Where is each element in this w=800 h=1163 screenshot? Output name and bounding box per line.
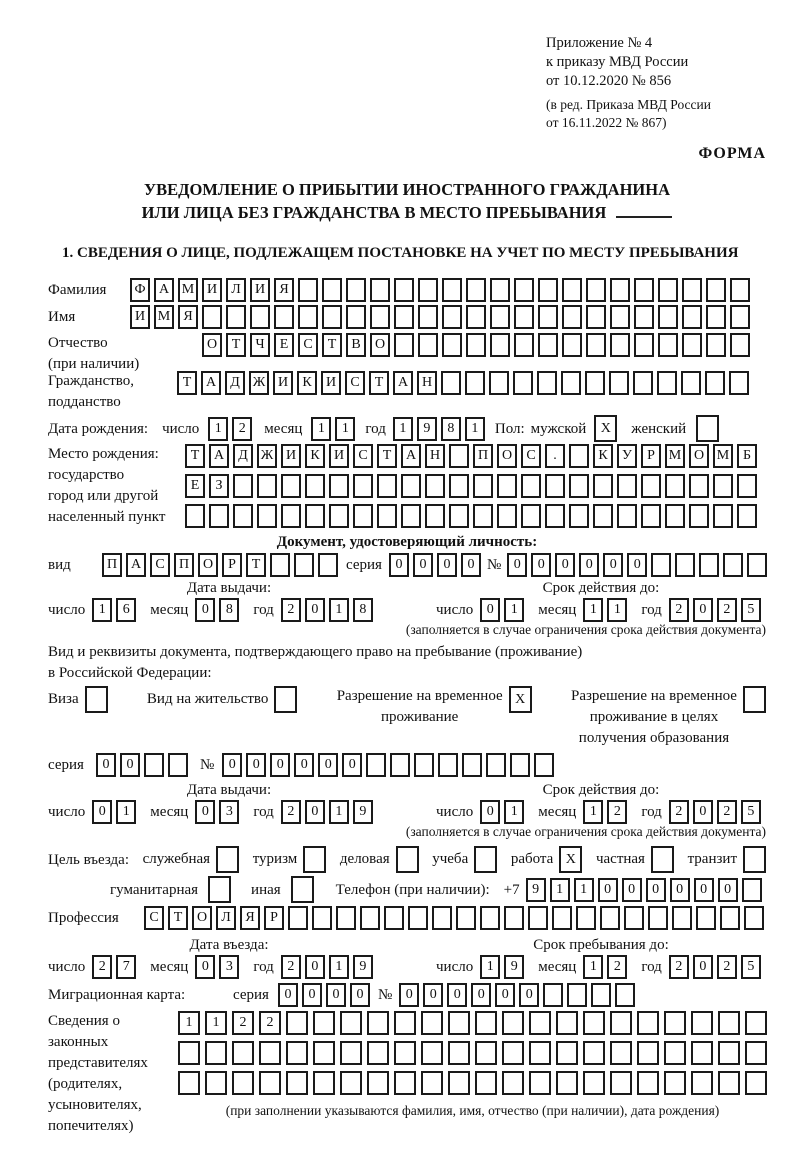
purpose-study-label: учеба [432,851,469,867]
form-label: ФОРМА [698,145,766,162]
res-valid-until-heading: Срок действия до: [542,782,660,798]
purpose-study-checkbox[interactable] [474,846,497,873]
doc-valid-year-cells[interactable]: 2 0 2 5 [669,598,761,622]
stay-day-cells[interactable]: 1 9 [480,955,524,979]
male-checkbox[interactable]: X [594,415,617,442]
doc-issue-month-cells[interactable]: 0 8 [195,598,239,622]
temp-residence-edu-checkbox[interactable] [743,686,766,713]
guardians-label-line4: (родителях, [48,1076,123,1092]
mig-number-label: № [377,987,393,1003]
purpose-humanitarian-label: гуманитарная [110,881,199,898]
temp-residence-edu-label-line2: проживание в целях [589,709,719,725]
visa-label: Виза [48,691,79,707]
purpose-private-checkbox[interactable] [651,846,674,873]
residence-doc-text-line1: Вид и реквизиты документа, подтверждающего право на пребывание (проживание) [48,644,583,660]
identity-doc-row [48,553,766,577]
month-label: месяц [538,803,577,820]
citizenship-label-line2: подданство [48,394,121,410]
guardians-row [48,1011,766,1137]
guardians-label-line2: законных [48,1034,109,1050]
purpose-official-label: служебная [142,851,211,867]
stay-month-cells[interactable]: 1 2 [583,955,627,979]
purpose-business-checkbox[interactable] [396,846,419,873]
female-label: женский [631,420,687,437]
residence-doc-series-row [48,753,766,777]
profession-label: Профессия [48,910,119,926]
entry-month-cells[interactable]: 0 3 [195,955,239,979]
patronymic-cells[interactable]: О Т Ч Е С Т В О [202,333,750,357]
form-title-line1: УВЕДОМЛЕНИЕ О ПРИБЫТИИ ИНОСТРАННОГО ГРАЖДАНИНА [143,180,671,199]
temp-residence-label-line2: проживание [381,709,459,725]
res-issue-day-cells[interactable]: 0 1 [92,800,136,824]
birth-place-label-line3: город или другой [48,488,159,504]
month-label: месяц [150,803,189,820]
res-valid-month-cells[interactable]: 1 2 [583,800,627,824]
female-checkbox[interactable] [696,415,719,442]
day-label: число [48,601,86,618]
form-title [48,178,766,224]
visa-option [48,686,108,713]
birth-place-cells-row2[interactable]: Е З [185,474,757,498]
temp-residence-edu-label-line1: Разрешение на временное [570,688,737,704]
surname-label: Фамилия [48,282,107,298]
year-label: год [641,958,662,975]
given-name-row [48,305,766,329]
stay-until-heading: Срок пребывания до: [533,937,669,953]
birth-day-cells[interactable]: 1 2 [208,417,252,441]
month-label: месяц [150,958,189,975]
birth-month-cells[interactable]: 1 1 [311,417,355,441]
doc-type-label: вид [48,557,71,573]
given-name-label: Имя [48,309,76,325]
entry-purpose-row [48,846,766,873]
birth-place-row [48,444,766,534]
temp-residence-edu-option [571,686,766,749]
purpose-transit-label: транзит [687,851,737,867]
migration-card-row [48,983,766,1007]
purpose-second-row [48,876,766,903]
birth-date-label: Дата рождения: [48,420,149,437]
day-label: число [436,803,474,820]
day-label: число [436,601,474,618]
birth-place-cells-row1[interactable]: Т А Д Ж И К И С Т А Н П О С . К У Р М О М Б [185,444,757,468]
entry-day-cells[interactable]: 2 7 [92,955,136,979]
appendix-line: к приказу МВД России [546,54,689,70]
mig-series-label: серия [233,987,269,1003]
patronymic-row [48,333,766,371]
birth-place-label: Место рождения: [48,446,159,462]
guardians-label-line6: попечителях) [48,1118,134,1134]
doc-issue-date-heading: Дата выдачи: [186,580,272,596]
entry-purpose-label: Цель въезда: [48,851,129,868]
doc-dates-block [48,579,766,622]
profession-row [48,906,766,930]
residence-doc-options-row [48,686,766,749]
day-label: число [48,803,86,820]
res-number-cells[interactable]: 0 0 0 0 0 0 [222,753,554,777]
appendix-line: Приложение № 4 [546,35,653,51]
res-dates-block [48,781,766,824]
profession-cells[interactable]: С Т О Л Я Р [144,906,764,930]
year-label: год [253,803,274,820]
residence-permit-label: Вид на жительство [146,691,269,707]
male-label: мужской [530,420,587,437]
month-label: месяц [538,601,577,618]
purpose-other-checkbox[interactable] [291,876,314,903]
doc-valid-month-cells[interactable]: 1 1 [583,598,627,622]
res-issue-month-cells[interactable]: 0 3 [195,800,239,824]
purpose-transit-checkbox[interactable] [743,846,766,873]
entry-year-cells[interactable]: 2 0 1 9 [281,955,373,979]
year-label: год [253,958,274,975]
day-label: число [436,958,474,975]
res-series-cells[interactable]: 0 0 [96,753,188,777]
guardians-cells-row3[interactable] [178,1071,767,1095]
doc-type-cells[interactable]: П А С П О Р Т [102,553,338,577]
birth-year-cells[interactable]: 1 9 8 1 [393,417,485,441]
surname-cells[interactable]: Ф А М И Л И Я [130,278,750,302]
appendix-header [546,34,766,132]
phone-cells[interactable]: 9 1 1 0 0 0 0 0 0 [526,878,762,902]
doc-series-cells[interactable]: 0 0 0 0 [389,553,481,577]
entry-date-heading: Дата въезда: [189,937,269,953]
title-blank-line [616,204,672,218]
temp-residence-option [337,686,532,728]
day-label: число [48,958,86,975]
doc-validity-note: (заполняется в случае ограничения срока действия документа) [405,622,766,637]
residence-permit-checkbox[interactable] [274,686,297,713]
purpose-tourism-checkbox[interactable] [303,846,326,873]
purpose-business-label: деловая [339,851,390,867]
form-title-line2: ИЛИ ЛИЦА БЕЗ ГРАЖДАНСТВА В МЕСТО ПРЕБЫВАНИЯ [141,203,607,222]
doc-issue-year-cells[interactable]: 2 0 1 8 [281,598,373,622]
revision-line: от 16.11.2022 № 867) [546,115,667,130]
guardians-cells-row2[interactable] [178,1041,767,1065]
temp-residence-label-line1: Разрешение на временное [336,688,503,704]
res-issue-date-heading: Дата выдачи: [186,782,272,798]
patronymic-note: (при наличии) [48,356,140,372]
res-validity-note: (заполняется в случае ограничения срока действия документа) [405,824,766,839]
doc-series-label: серия [346,557,382,573]
entry-dates-block [48,936,766,979]
revision-line: (в ред. Приказа МВД России [546,97,711,112]
guardians-note: (при заполнении указываются фамилия, имя, отчество (при наличии), дата рождения) [225,1103,720,1118]
purpose-private-label: частная [595,851,645,867]
res-valid-year-cells[interactable]: 2 0 2 5 [669,800,761,824]
guardians-label-line1: Сведения о [48,1013,120,1029]
phone-label: Телефон (при наличии): [335,881,490,898]
birth-date-row [48,415,766,442]
citizenship-cells[interactable]: Т А Д Ж И К И С Т А Н [177,371,749,395]
temp-residence-edu-label-line3: получения образования [578,730,730,746]
month-label: месяц [264,420,303,437]
birth-place-label-line4: населенный пункт [48,509,166,525]
temp-residence-checkbox[interactable]: X [509,686,532,713]
mig-number-cells[interactable]: 0 0 0 0 0 0 [399,983,635,1007]
year-label: год [365,420,386,437]
appendix-line: от 10.12.2020 № 856 [546,73,672,89]
given-name-cells[interactable]: И М Я [130,305,750,329]
birth-place-label-line2: государство [48,467,125,483]
phone-prefix: +7 [503,881,520,898]
mig-series-cells[interactable]: 0 0 0 0 [278,983,370,1007]
res-valid-day-cells[interactable]: 0 1 [480,800,524,824]
year-label: год [641,803,662,820]
doc-valid-day-cells[interactable]: 0 1 [480,598,524,622]
sex-label: Пол: [494,420,525,437]
purpose-humanitarian-checkbox[interactable] [208,876,231,903]
migration-card-label: Миграционная карта: [48,987,186,1003]
purpose-other-label: иная [251,881,281,898]
guardians-cells-row1[interactable]: 1 1 2 2 [178,1011,767,1035]
guardians-label-line3: представителях [48,1055,148,1071]
year-label: год [253,601,274,618]
stay-year-cells[interactable]: 2 0 2 5 [669,955,761,979]
purpose-work-checkbox[interactable]: X [559,846,582,873]
doc-number-label: № [486,557,502,573]
citizenship-label-line1: Гражданство, [48,373,135,389]
res-issue-year-cells[interactable]: 2 0 1 9 [281,800,373,824]
section1-heading: 1. СВЕДЕНИЯ О ЛИЦЕ, ПОДЛЕЖАЩЕМ ПОСТАНОВКЕ НА УЧЕТ ПО МЕСТУ ПРЕБЫВАНИЯ [62,245,739,261]
purpose-work-label: работа [510,851,554,867]
doc-number-cells[interactable]: 0 0 0 0 0 0 [507,553,767,577]
guardians-label-line5: усыновителях, [48,1097,142,1113]
year-label: год [641,601,662,618]
month-label: месяц [538,958,577,975]
visa-checkbox[interactable] [85,686,108,713]
surname-row [48,278,766,302]
day-label: число [162,420,200,437]
identity-doc-heading: Документ, удостоверяющий личность: [276,534,538,550]
month-label: месяц [150,601,189,618]
purpose-tourism-label: туризм [252,851,298,867]
residence-permit-option [147,686,297,713]
res-number-label: № [199,757,215,773]
doc-valid-until-heading: Срок действия до: [542,580,660,596]
purpose-official-checkbox[interactable] [216,846,239,873]
res-series-label: серия [48,757,84,773]
citizenship-row [48,371,766,409]
doc-issue-day-cells[interactable]: 1 6 [92,598,136,622]
patronymic-label: Отчество [48,335,108,351]
residence-doc-text-line2: в Российской Федерации: [48,665,212,681]
birth-place-cells-row3[interactable] [185,504,757,528]
